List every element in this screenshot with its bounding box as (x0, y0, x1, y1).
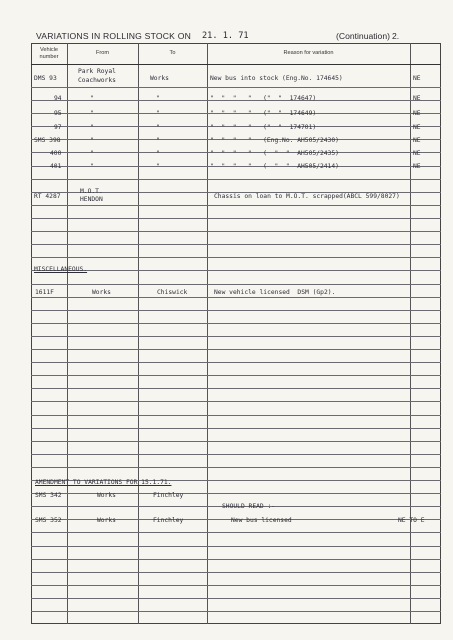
ruled-line (31, 428, 441, 429)
row-to: Works (150, 75, 169, 82)
ruled-line (31, 323, 441, 324)
row-from: " (90, 124, 94, 131)
row-reason: " " " " (" " 174701) (210, 124, 317, 131)
ruled-line (31, 179, 441, 180)
row-reason: Chassis on loan to M.O.T. scrapped(ABCL 599/8027) (214, 193, 400, 200)
ruled-line (31, 611, 441, 612)
row-to: " (156, 137, 160, 144)
row-reason: " " " " (" " 174647) (210, 95, 317, 102)
ruled-line (31, 87, 441, 88)
ruled-line (31, 218, 441, 219)
row-vehicle: DMS 93 (34, 75, 57, 82)
row-to: Finchley (153, 517, 184, 524)
row-from: M.O.T. (80, 188, 103, 195)
row-code: NE TO E (398, 517, 425, 524)
row-to: " (156, 163, 160, 170)
continuation-label: (Continuation) (336, 31, 390, 41)
ruled-line (31, 231, 441, 232)
row-from: " (90, 163, 94, 170)
row-vehicle: 1611F (35, 289, 54, 296)
ruled-line (31, 585, 441, 586)
row-code: NE (413, 124, 421, 131)
column-divider (207, 43, 208, 624)
row-vehicle: SMS 342 (35, 492, 62, 499)
row-from: Coachworks (78, 77, 116, 84)
row-vehicle: 97 (54, 124, 62, 131)
row-vehicle: 400 (50, 150, 62, 157)
row-from: " (90, 150, 94, 157)
ruled-line (31, 205, 441, 206)
ruled-line (31, 454, 441, 455)
row-from: HENDON (80, 196, 103, 203)
ruled-line (31, 284, 441, 285)
should-read-note: SHOULD READ :- (222, 503, 276, 510)
row-vehicle: 94 (54, 95, 62, 102)
row-from: " (90, 95, 94, 102)
ruled-line (31, 415, 441, 416)
ruled-line (31, 467, 441, 468)
ruled-line (31, 270, 441, 271)
row-from: Works (97, 492, 116, 499)
section-heading-miscellaneous: MISCELLANEOUS. (34, 266, 88, 273)
row-vehicle: 401 (50, 163, 62, 170)
row-from: Works (92, 289, 111, 296)
row-from: Park Royal (78, 68, 116, 75)
ruled-line (31, 546, 441, 547)
column-divider (67, 43, 68, 624)
ruled-line (31, 401, 441, 402)
page-title: VARIATIONS IN ROLLING STOCK ON (36, 31, 191, 41)
ruled-line (31, 375, 441, 376)
row-vehicle: 95 (54, 110, 62, 117)
row-code: NE (413, 150, 421, 157)
ruled-line (31, 572, 441, 573)
page-number: 2. (392, 31, 400, 41)
ruled-line (31, 349, 441, 350)
row-to: " (156, 110, 160, 117)
row-code: NE (413, 110, 421, 117)
column-divider (410, 43, 411, 624)
ruled-line (31, 310, 441, 311)
column-header-from: From (95, 50, 110, 56)
ruled-line (31, 336, 441, 337)
ruled-line (31, 598, 441, 599)
row-vehicle: SMS 398 (34, 137, 61, 144)
row-to: Finchley (153, 492, 184, 499)
row-code: NE (413, 75, 421, 82)
ruled-line (31, 244, 441, 245)
ruled-line (31, 441, 441, 442)
row-reason: " " " " ( " " AH505/2435) (210, 150, 339, 157)
row-to: Chiswick (157, 289, 188, 296)
row-reason: New bus into stock (Eng.No. 174645) (210, 75, 343, 82)
ruled-line (31, 559, 441, 560)
row-code: NE (413, 137, 421, 144)
ruled-line (31, 362, 441, 363)
row-reason: New vehicle licensed DSM (Gp2). (214, 289, 336, 296)
ruled-line (31, 388, 441, 389)
ruled-line (31, 257, 441, 258)
column-header-reason: Reason for variation (283, 50, 334, 56)
row-to: " (156, 124, 160, 131)
row-from: " (90, 110, 94, 117)
column-header-to: To (169, 50, 176, 56)
row-from: Works (97, 517, 116, 524)
row-reason: " " " " (Eng.No. AH505/2430) (210, 137, 339, 144)
row-from: " (90, 137, 94, 144)
section-heading-amendment: AMENDMENT TO VARIATIONS FOR 15.1.71. (35, 479, 172, 486)
row-vehicle: SMS 352 (35, 517, 62, 524)
column-header-vehicle: Vehicle number (39, 47, 59, 60)
row-reason: " " " " (" " 174649) (210, 110, 317, 117)
column-divider (138, 43, 139, 624)
row-code: NE (413, 163, 421, 170)
ruled-line (31, 532, 441, 533)
row-vehicle: RT 4287 (34, 193, 61, 200)
row-code: NE (413, 95, 421, 102)
row-reason: " " " " ( " " AH505/2414) (210, 163, 339, 170)
row-reason: New bus licensed (231, 517, 292, 524)
page-date: 21. 1. 71 (202, 31, 249, 41)
row-to: " (156, 95, 160, 102)
ruled-line (31, 64, 441, 65)
row-to: " (156, 150, 160, 157)
ruled-line (31, 297, 441, 298)
ruled-line (31, 493, 441, 494)
